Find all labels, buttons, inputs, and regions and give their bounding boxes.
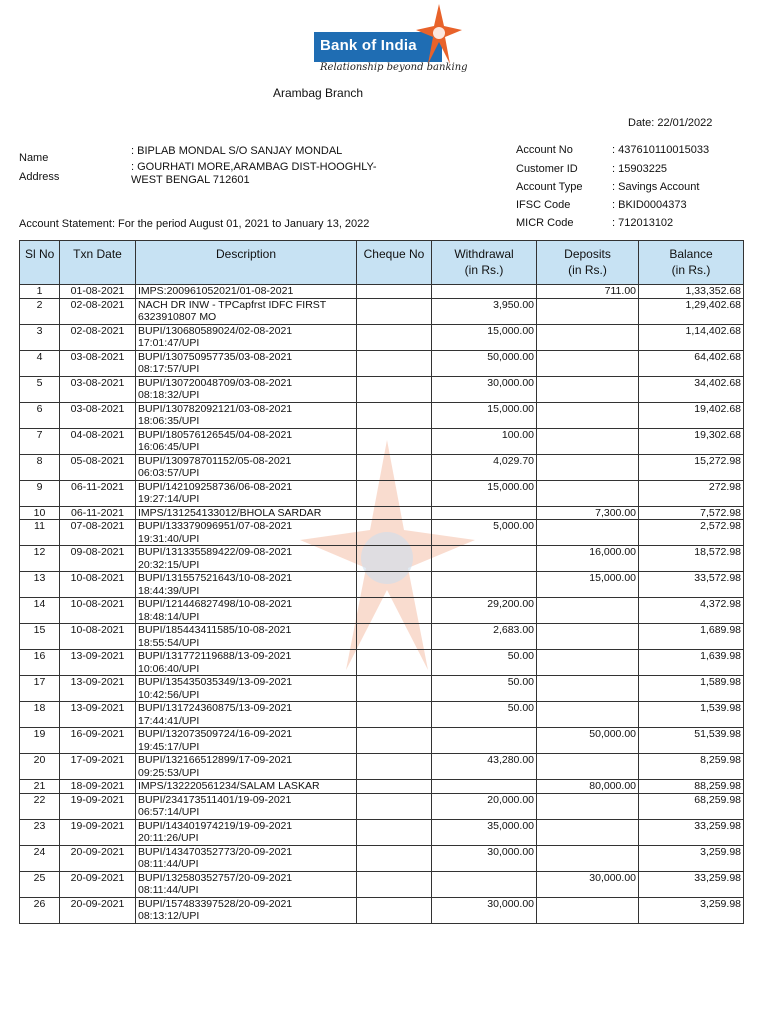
- cell-txn-date: 06-11-2021: [60, 480, 136, 506]
- cell-cheque-no: [357, 819, 432, 845]
- cell-deposit: [537, 324, 639, 350]
- cell-sl-no: 7: [20, 428, 60, 454]
- col-sl-no: Sl No: [20, 241, 60, 285]
- cell-description: BUPI/142109258736/06-08-2021 19:27:14/UPI: [136, 480, 357, 506]
- cell-sl-no: 24: [20, 845, 60, 871]
- cell-sl-no: 11: [20, 520, 60, 546]
- cell-withdrawal: 43,280.00: [432, 754, 537, 780]
- cell-cheque-no: [357, 702, 432, 728]
- cell-balance: 1,639.98: [639, 650, 744, 676]
- col-deposits: [537, 241, 639, 285]
- cell-description: BUPI/121446827498/10-08-2021 18:48:14/UPI: [136, 598, 357, 624]
- cell-description: BUPI/130720048709/03-08-2021 08:18:32/UPI: [136, 376, 357, 402]
- table-row: [20, 324, 744, 350]
- table-row: [20, 454, 744, 480]
- table-row: [20, 350, 744, 376]
- cell-balance: 2,572.98: [639, 520, 744, 546]
- cell-sl-no: 5: [20, 376, 60, 402]
- cell-cheque-no: [357, 871, 432, 897]
- table-row: [20, 793, 744, 819]
- customer-address-line1: : GOURHATI MORE,ARAMBAG DIST-HOOGHLY-: [131, 161, 377, 173]
- cell-description: BUPI/130750957735/03-08-2021 08:17:57/UPI: [136, 350, 357, 376]
- cell-cheque-no: [357, 572, 432, 598]
- cell-txn-date: 20-09-2021: [60, 897, 136, 923]
- cell-withdrawal: 15,000.00: [432, 402, 537, 428]
- cell-balance: 15,272.98: [639, 454, 744, 480]
- cell-balance: 1,539.98: [639, 702, 744, 728]
- cell-deposit: [537, 897, 639, 923]
- cell-description: BUPI/131557521643/10-08-2021 18:44:39/UPI: [136, 572, 357, 598]
- cell-deposit: [537, 754, 639, 780]
- table-row: [20, 819, 744, 845]
- cell-sl-no: 19: [20, 728, 60, 754]
- cell-sl-no: 12: [20, 546, 60, 572]
- account-field-value: : Savings Account: [612, 181, 700, 193]
- table-row: [20, 598, 744, 624]
- cell-deposit: [537, 454, 639, 480]
- cell-description: BUPI/143401974219/19-09-2021 20:11:26/UPI: [136, 819, 357, 845]
- table-row: [20, 546, 744, 572]
- table-row: [20, 428, 744, 454]
- cell-description: BUPI/180576126545/04-08-2021 16:06:45/UPI: [136, 428, 357, 454]
- cell-description: BUPI/130782092121/03-08-2021 18:06:35/UPI: [136, 402, 357, 428]
- table-row: [20, 285, 744, 299]
- account-field-value: : 437610110015033: [612, 144, 710, 156]
- cell-description: BUPI/234173511401/19-09-2021 06:57:14/UPI: [136, 793, 357, 819]
- cell-withdrawal: 29,200.00: [432, 598, 537, 624]
- cell-sl-no: 2: [20, 298, 60, 324]
- customer-name: : BIPLAB MONDAL S/O SANJAY MONDAL: [131, 145, 343, 157]
- cell-balance: 3,259.98: [639, 845, 744, 871]
- col-deposits-unit: (in Rs.): [568, 263, 607, 277]
- col-balance: [639, 241, 744, 285]
- cell-deposit: [537, 793, 639, 819]
- cell-sl-no: 6: [20, 402, 60, 428]
- cell-deposit: [537, 350, 639, 376]
- cell-txn-date: 18-09-2021: [60, 780, 136, 794]
- table-row: [20, 676, 744, 702]
- cell-sl-no: 8: [20, 454, 60, 480]
- cell-withdrawal: 30,000.00: [432, 376, 537, 402]
- col-withdrawal: [432, 241, 537, 285]
- table-row: [20, 845, 744, 871]
- cell-deposit: [537, 402, 639, 428]
- cell-txn-date: 19-09-2021: [60, 819, 136, 845]
- cell-withdrawal: [432, 285, 537, 299]
- cell-deposit: [537, 676, 639, 702]
- col-description: Description: [136, 241, 357, 285]
- col-deposits-title: Deposits: [564, 247, 611, 261]
- cell-deposit: [537, 819, 639, 845]
- cell-balance: 33,259.98: [639, 819, 744, 845]
- cell-deposit: 15,000.00: [537, 572, 639, 598]
- cell-description: BUPI/132073509724/16-09-2021 19:45:17/UPI: [136, 728, 357, 754]
- cell-withdrawal: 2,683.00: [432, 624, 537, 650]
- cell-cheque-no: [357, 480, 432, 506]
- cell-cheque-no: [357, 676, 432, 702]
- cell-deposit: [537, 650, 639, 676]
- customer-address-line2: WEST BENGAL 712601: [131, 174, 250, 186]
- cell-balance: 64,402.68: [639, 350, 744, 376]
- cell-txn-date: 19-09-2021: [60, 793, 136, 819]
- cell-cheque-no: [357, 546, 432, 572]
- cell-deposit: 80,000.00: [537, 780, 639, 794]
- cell-sl-no: 16: [20, 650, 60, 676]
- cell-sl-no: 21: [20, 780, 60, 794]
- statement-table: [19, 240, 744, 924]
- cell-balance: 19,402.68: [639, 402, 744, 428]
- cell-txn-date: 03-08-2021: [60, 402, 136, 428]
- table-row: [20, 897, 744, 923]
- cell-description: BUPI/135435035349/13-09-2021 10:42:56/UPI: [136, 676, 357, 702]
- cell-balance: 33,259.98: [639, 871, 744, 897]
- cell-deposit: [537, 520, 639, 546]
- cell-withdrawal: [432, 572, 537, 598]
- col-withdrawal-title: Withdrawal: [454, 247, 514, 261]
- cell-cheque-no: [357, 428, 432, 454]
- cell-sl-no: 25: [20, 871, 60, 897]
- table-row: [20, 376, 744, 402]
- col-balance-title: Balance: [669, 247, 713, 261]
- cell-cheque-no: [357, 793, 432, 819]
- cell-cheque-no: [357, 754, 432, 780]
- cell-txn-date: 10-08-2021: [60, 598, 136, 624]
- name-label: Name: [19, 152, 49, 164]
- cell-balance: 4,372.98: [639, 598, 744, 624]
- cell-description: BUPI/132580352757/20-09-2021 08:11:44/UPI: [136, 871, 357, 897]
- table-row: [20, 702, 744, 728]
- cell-deposit: [537, 624, 639, 650]
- bank-logo: [314, 4, 468, 76]
- cell-txn-date: 20-09-2021: [60, 845, 136, 871]
- cell-description: BUPI/131772119688/13-09-2021 10:06:40/UPI: [136, 650, 357, 676]
- cell-cheque-no: [357, 780, 432, 794]
- cell-balance: 68,259.98: [639, 793, 744, 819]
- cell-withdrawal: 20,000.00: [432, 793, 537, 819]
- cell-sl-no: 26: [20, 897, 60, 923]
- cell-description: IMPS:200961052021/01-08-2021: [136, 285, 357, 299]
- col-withdrawal-unit: (in Rs.): [464, 263, 504, 277]
- cell-cheque-no: [357, 506, 432, 520]
- cell-balance: 3,259.98: [639, 897, 744, 923]
- cell-cheque-no: [357, 324, 432, 350]
- cell-txn-date: 03-08-2021: [60, 376, 136, 402]
- cell-cheque-no: [357, 624, 432, 650]
- cell-deposit: [537, 598, 639, 624]
- account-field-label: Account No: [516, 144, 573, 156]
- cell-sl-no: 1: [20, 285, 60, 299]
- bank-tagline: Relationship beyond banking: [320, 62, 468, 73]
- cell-sl-no: 23: [20, 819, 60, 845]
- cell-description: BUPI/133379096951/07-08-2021 19:31:40/UPI: [136, 520, 357, 546]
- cell-description: BUPI/130978701152/05-08-2021 06:03:57/UPI: [136, 454, 357, 480]
- cell-txn-date: 13-09-2021: [60, 676, 136, 702]
- cell-cheque-no: [357, 350, 432, 376]
- account-field-label: IFSC Code: [516, 199, 571, 211]
- cell-description: BUPI/157483397528/20-09-2021 08:13:12/UPI: [136, 897, 357, 923]
- cell-deposit: [537, 480, 639, 506]
- account-field-value: : 15903225: [612, 163, 668, 175]
- cell-txn-date: 04-08-2021: [60, 428, 136, 454]
- col-balance-unit: (in Rs.): [671, 263, 711, 277]
- cell-withdrawal: [432, 546, 537, 572]
- cell-deposit: [537, 428, 639, 454]
- table-row: [20, 506, 744, 520]
- table-row: [20, 572, 744, 598]
- cell-withdrawal: [432, 871, 537, 897]
- cell-cheque-no: [357, 728, 432, 754]
- statement-date: Date: 22/01/2022: [628, 117, 713, 129]
- cell-txn-date: 17-09-2021: [60, 754, 136, 780]
- cell-txn-date: 05-08-2021: [60, 454, 136, 480]
- cell-txn-date: 13-09-2021: [60, 650, 136, 676]
- cell-txn-date: 03-08-2021: [60, 350, 136, 376]
- cell-txn-date: 01-08-2021: [60, 285, 136, 299]
- table-row: [20, 650, 744, 676]
- table-header-row: [20, 241, 744, 285]
- account-field-label: Account Type: [516, 181, 583, 193]
- cell-withdrawal: 100.00: [432, 428, 537, 454]
- cell-withdrawal: [432, 728, 537, 754]
- cell-deposit: [537, 845, 639, 871]
- branch-name: Arambag Branch: [273, 86, 364, 100]
- cell-txn-date: 10-08-2021: [60, 624, 136, 650]
- cell-txn-date: 20-09-2021: [60, 871, 136, 897]
- cell-balance: 1,29,402.68: [639, 298, 744, 324]
- cell-balance: 88,259.98: [639, 780, 744, 794]
- table-row: [20, 728, 744, 754]
- table-row: [20, 780, 744, 794]
- cell-cheque-no: [357, 845, 432, 871]
- cell-balance: 1,689.98: [639, 624, 744, 650]
- cell-balance: 18,572.98: [639, 546, 744, 572]
- cell-balance: 272.98: [639, 480, 744, 506]
- table-row: [20, 480, 744, 506]
- cell-sl-no: 14: [20, 598, 60, 624]
- cell-withdrawal: 30,000.00: [432, 845, 537, 871]
- cell-description: BUPI/132166512899/17-09-2021 09:25:53/UPI: [136, 754, 357, 780]
- account-field-value: : BKID0004373: [612, 199, 687, 211]
- cell-balance: 1,14,402.68: [639, 324, 744, 350]
- cell-withdrawal: 3,950.00: [432, 298, 537, 324]
- cell-deposit: [537, 376, 639, 402]
- statement-period: Account Statement: For the period August 01, 2021 to January 13, 2022: [19, 218, 370, 230]
- address-label: Address: [19, 171, 60, 183]
- cell-withdrawal: 50,000.00: [432, 350, 537, 376]
- cell-balance: 19,302.68: [639, 428, 744, 454]
- bank-name: Bank of India: [320, 37, 417, 54]
- cell-balance: 51,539.98: [639, 728, 744, 754]
- cell-description: BUPI/185443411585/10-08-2021 18:55:54/UPI: [136, 624, 357, 650]
- cell-deposit: 50,000.00: [537, 728, 639, 754]
- cell-description: BUPI/130680589024/02-08-2021 17:01:47/UPI: [136, 324, 357, 350]
- cell-description: IMPS/132220561234/SALAM LASKAR: [136, 780, 357, 794]
- cell-sl-no: 10: [20, 506, 60, 520]
- cell-cheque-no: [357, 650, 432, 676]
- cell-deposit: [537, 298, 639, 324]
- cell-withdrawal: 50.00: [432, 650, 537, 676]
- cell-description: IMPS/131254133012/BHOLA SARDAR: [136, 506, 357, 520]
- cell-cheque-no: [357, 285, 432, 299]
- cell-balance: 7,572.98: [639, 506, 744, 520]
- table-row: [20, 754, 744, 780]
- cell-txn-date: 07-08-2021: [60, 520, 136, 546]
- account-field-value: : 712013102: [612, 217, 674, 229]
- cell-balance: 34,402.68: [639, 376, 744, 402]
- cell-withdrawal: 4,029.70: [432, 454, 537, 480]
- cell-cheque-no: [357, 598, 432, 624]
- cell-withdrawal: 15,000.00: [432, 480, 537, 506]
- account-field-label: MICR Code: [516, 217, 574, 229]
- cell-deposit: [537, 702, 639, 728]
- cell-txn-date: 02-08-2021: [60, 298, 136, 324]
- cell-sl-no: 15: [20, 624, 60, 650]
- account-field-label: Customer ID: [516, 163, 578, 175]
- cell-withdrawal: [432, 780, 537, 794]
- cell-description: BUPI/131724360875/13-09-2021 17:44:41/UPI: [136, 702, 357, 728]
- cell-sl-no: 3: [20, 324, 60, 350]
- cell-cheque-no: [357, 402, 432, 428]
- cell-txn-date: 16-09-2021: [60, 728, 136, 754]
- cell-sl-no: 17: [20, 676, 60, 702]
- cell-txn-date: 09-08-2021: [60, 546, 136, 572]
- cell-cheque-no: [357, 298, 432, 324]
- table-row: [20, 520, 744, 546]
- cell-withdrawal: [432, 506, 537, 520]
- cell-balance: 1,33,352.68: [639, 285, 744, 299]
- cell-txn-date: 06-11-2021: [60, 506, 136, 520]
- cell-withdrawal: 15,000.00: [432, 324, 537, 350]
- cell-description: BUPI/143470352773/20-09-2021 08:11:44/UPI: [136, 845, 357, 871]
- cell-deposit: 711.00: [537, 285, 639, 299]
- cell-withdrawal: 30,000.00: [432, 897, 537, 923]
- cell-txn-date: 02-08-2021: [60, 324, 136, 350]
- cell-txn-date: 13-09-2021: [60, 702, 136, 728]
- cell-cheque-no: [357, 376, 432, 402]
- cell-balance: 33,572.98: [639, 572, 744, 598]
- cell-sl-no: 9: [20, 480, 60, 506]
- table-row: [20, 624, 744, 650]
- col-txn-date: Txn Date: [60, 241, 136, 285]
- cell-sl-no: 18: [20, 702, 60, 728]
- cell-withdrawal: 35,000.00: [432, 819, 537, 845]
- table-row: [20, 871, 744, 897]
- table-row: [20, 402, 744, 428]
- cell-balance: 1,589.98: [639, 676, 744, 702]
- cell-sl-no: 22: [20, 793, 60, 819]
- col-cheque-no: Cheque No: [357, 241, 432, 285]
- cell-deposit: 16,000.00: [537, 546, 639, 572]
- cell-description: NACH DR INW - TPCapfrst IDFC FIRST 6323910807 MO: [136, 298, 357, 324]
- table-row: [20, 298, 744, 324]
- cell-withdrawal: 50.00: [432, 702, 537, 728]
- cell-sl-no: 4: [20, 350, 60, 376]
- cell-txn-date: 10-08-2021: [60, 572, 136, 598]
- cell-sl-no: 13: [20, 572, 60, 598]
- cell-deposit: 7,300.00: [537, 506, 639, 520]
- cell-cheque-no: [357, 520, 432, 546]
- cell-description: BUPI/131335589422/09-08-2021 20:32:15/UPI: [136, 546, 357, 572]
- star-icon: [416, 4, 462, 64]
- cell-withdrawal: 50.00: [432, 676, 537, 702]
- cell-sl-no: 20: [20, 754, 60, 780]
- cell-cheque-no: [357, 454, 432, 480]
- cell-cheque-no: [357, 897, 432, 923]
- cell-withdrawal: 5,000.00: [432, 520, 537, 546]
- cell-balance: 8,259.98: [639, 754, 744, 780]
- cell-deposit: 30,000.00: [537, 871, 639, 897]
